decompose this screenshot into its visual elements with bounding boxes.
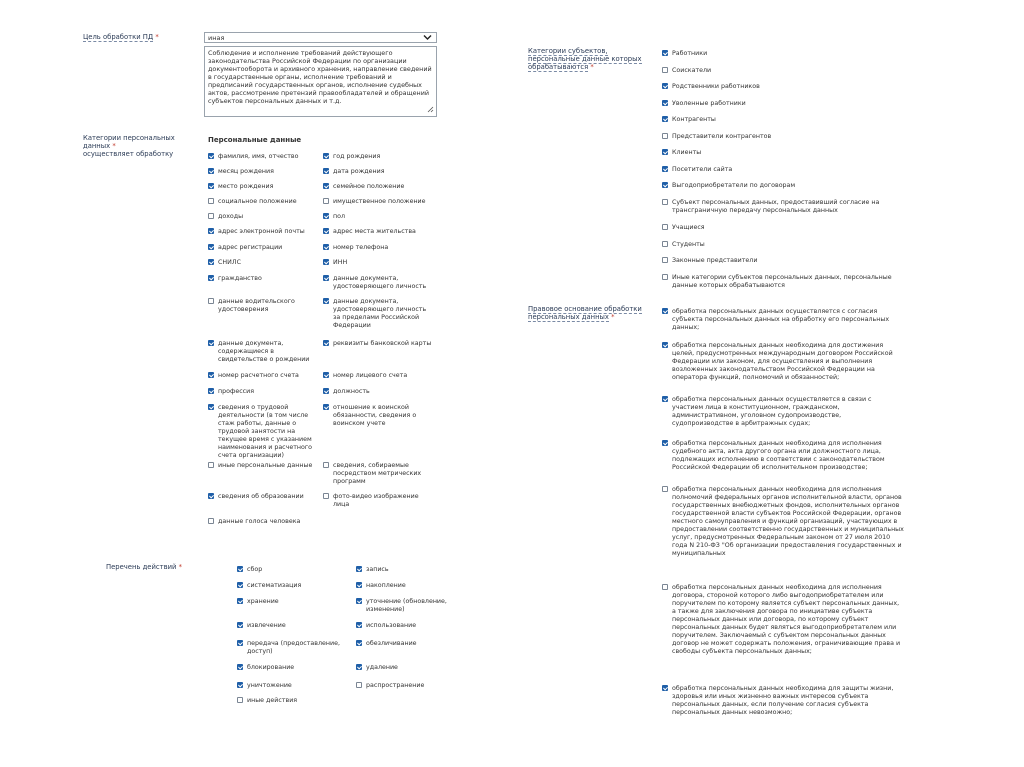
checkbox-label: гражданство: [218, 275, 262, 282]
pd-checkbox[interactable]: [208, 168, 320, 176]
subject-checkbox[interactable]: [662, 133, 902, 141]
action-checkbox[interactable]: [356, 622, 466, 630]
checkbox-label: Работники: [672, 50, 708, 57]
legal-basis-checkbox[interactable]: [662, 685, 904, 717]
checkbox-checked-icon[interactable]: [662, 685, 668, 691]
chevron-down-icon: [423, 34, 432, 45]
checkbox-label: Контрагенты: [672, 116, 716, 123]
checkbox-checked-icon[interactable]: [323, 388, 329, 394]
checkbox-label: данные водительского удостоверения: [218, 298, 295, 313]
checkbox-label: данные документа, удостоверяющего личность: [333, 275, 427, 290]
checkbox-label: фамилия, имя, отчество: [218, 153, 299, 160]
pd-checkbox[interactable]: [323, 228, 435, 236]
checkbox-label: данные документа, содержащиеся в свидетельстве о рождении: [218, 340, 310, 363]
checkbox-label: иные действия: [247, 697, 298, 704]
resize-handle-icon[interactable]: [427, 106, 434, 115]
subject-checkbox[interactable]: [662, 83, 902, 91]
checkbox-label: обработка персональных данных необходима для исполнения договора, стороной которого либо выгодоприобретателем или поручителем по которому является субъект персональных данных, а также для заключения договора по инициативе субъекта персональных данных или договора, по которому субъект персональных данных будет являться выгодоприобретателем или поручителем. Заключаемый с субъектом персональных данных договор не может содержать положения, ограничивающие права и свободы субъекта персональных данных;: [672, 584, 901, 655]
checkbox-unchecked-icon[interactable]: [662, 67, 668, 73]
purpose-label-text: Цель обработки ПД: [83, 33, 154, 41]
subject-checkbox[interactable]: [662, 182, 902, 190]
pd-checkbox[interactable]: [208, 183, 320, 191]
checkbox-checked-icon[interactable]: [356, 566, 362, 572]
checkbox-checked-icon[interactable]: [323, 259, 329, 265]
checkbox-checked-icon[interactable]: [208, 244, 214, 250]
checkbox-checked-icon[interactable]: [662, 100, 668, 106]
pd-checkbox[interactable]: [208, 228, 320, 236]
checkbox-checked-icon[interactable]: [237, 582, 243, 588]
checkbox-checked-icon[interactable]: [323, 372, 329, 378]
checkbox-checked-icon[interactable]: [662, 440, 668, 446]
pd-checkbox[interactable]: [208, 388, 320, 396]
checkbox-label: Клиенты: [672, 149, 702, 156]
checkbox-label: Представители контрагентов: [672, 133, 772, 140]
checkbox-checked-icon[interactable]: [323, 228, 329, 234]
checkbox-label: Соискатели: [672, 67, 712, 74]
pd-checkbox[interactable]: [323, 198, 435, 206]
checkbox-unchecked-icon[interactable]: [662, 274, 668, 280]
checkbox-checked-icon[interactable]: [662, 50, 668, 56]
action-checkbox[interactable]: [237, 697, 347, 705]
checkbox-checked-icon[interactable]: [237, 664, 243, 670]
checkbox-label: должность: [333, 388, 370, 395]
checkbox-label: сведения об образовании: [218, 493, 304, 500]
checkbox-checked-icon[interactable]: [323, 213, 329, 219]
pd-checkbox[interactable]: [323, 213, 435, 221]
required-mark: *: [590, 63, 594, 71]
checkbox-label: год рождения: [333, 153, 381, 160]
checkbox-label: номер расчетного счета: [218, 372, 299, 379]
subject-checkbox[interactable]: [662, 199, 902, 215]
checkbox-checked-icon[interactable]: [323, 275, 329, 281]
checkbox-label: фото-видео изображение лица: [333, 493, 419, 508]
pd-checkbox[interactable]: [208, 404, 320, 460]
legal-basis-checkbox[interactable]: [662, 584, 904, 656]
checkbox-checked-icon[interactable]: [208, 372, 214, 378]
checkbox-label: Субъект персональных данных, предоставивший согласие на трансграничную передачу персональных данных: [672, 199, 880, 214]
checkbox-label: дата рождения: [333, 168, 385, 175]
checkbox-unchecked-icon[interactable]: [662, 224, 668, 230]
checkbox-checked-icon[interactable]: [356, 598, 362, 604]
checkbox-checked-icon[interactable]: [662, 182, 668, 188]
pd-checkbox[interactable]: [323, 298, 435, 330]
checkbox-label: распространение: [366, 682, 425, 689]
pd-checkbox[interactable]: [208, 372, 320, 380]
purpose-label: [83, 33, 159, 41]
checkbox-unchecked-icon[interactable]: [662, 133, 668, 139]
checkbox-unchecked-icon[interactable]: [662, 199, 668, 205]
legal-label-text: Правовое основание обработки персональных данных: [528, 305, 642, 321]
pd-categories-label-text: Категории персональных данных: [83, 134, 175, 150]
checkbox-checked-icon[interactable]: [356, 622, 362, 628]
checkbox-checked-icon[interactable]: [323, 404, 329, 410]
checkbox-label: обработка персональных данных осуществляется с согласия субъекта персональных данных на обработку его персональных данных;: [672, 308, 890, 331]
checkbox-unchecked-icon[interactable]: [662, 241, 668, 247]
checkbox-label: Посетители сайта: [672, 166, 733, 173]
checkbox-label: передача (предоставление, доступ): [247, 640, 340, 655]
checkbox-label: Студенты: [672, 241, 705, 248]
pd-checkbox[interactable]: [323, 275, 435, 291]
pd-checkbox[interactable]: [208, 518, 320, 526]
pd-checkbox[interactable]: [208, 259, 320, 267]
checkbox-checked-icon[interactable]: [356, 640, 362, 646]
purpose-select-value: иная: [208, 34, 225, 42]
checkbox-checked-icon[interactable]: [208, 340, 214, 346]
checkbox-checked-icon[interactable]: [356, 664, 362, 670]
subject-checkbox[interactable]: [662, 149, 902, 157]
action-checkbox[interactable]: [356, 640, 466, 648]
pd-checkbox[interactable]: [208, 244, 320, 252]
checkbox-label: номер телефона: [333, 244, 389, 251]
legal-basis-checkbox[interactable]: [662, 308, 904, 332]
checkbox-label: обработка персональных данных осуществляется в связи с участием лица в конституционном, гражданском, административном, уголовном судопроизводстве, судопроизводстве в арбитражных судах;: [672, 396, 872, 427]
checkbox-checked-icon[interactable]: [208, 228, 214, 234]
checkbox-label: обработка персональных данных необходима для исполнения полномочий федеральных органов исполнительной власти, органов государственных внебюджетных фондов, исполнительных органов государственной власти субъектов Российской Федерации, органов местного самоуправления и функций организаций, участвующих в предоставлении соответственно государственных и муниципальных услуг, предусмотренных Федеральным законом от 27 июля 2010 года N 210-ФЗ "Об организации предоставления государственных и муниципальных: [672, 486, 904, 557]
actions-label-text: Перечень действий: [106, 563, 177, 571]
pd-checkbox[interactable]: [323, 259, 435, 267]
checkbox-unchecked-icon[interactable]: [208, 518, 214, 524]
required-mark: *: [178, 563, 183, 571]
subject-checkbox[interactable]: [662, 100, 902, 108]
actions-label: [106, 563, 182, 571]
checkbox-label: систематизация: [247, 582, 302, 589]
checkbox-checked-icon[interactable]: [662, 149, 668, 155]
checkbox-label: сведения, собираемые посредством метрических программ: [333, 462, 422, 485]
action-checkbox[interactable]: [237, 640, 347, 656]
checkbox-checked-icon[interactable]: [237, 622, 243, 628]
pd-checkbox[interactable]: [323, 244, 435, 252]
action-checkbox[interactable]: [237, 664, 347, 672]
subjects-label-text: Категории субъектов, персональные данные которых обрабатываются: [528, 47, 642, 71]
checkbox-checked-icon[interactable]: [208, 153, 214, 159]
checkbox-checked-icon[interactable]: [323, 183, 329, 189]
required-mark: *: [112, 142, 116, 150]
checkbox-label: обработка персональных данных необходима для защиты жизни, здоровья или иных жизненно важных интересов субъекта персональных данных, если получение согласия субъекта персональных данных невозможно;: [672, 685, 894, 716]
checkbox-label: уничтожение: [247, 682, 292, 689]
checkbox-label: сбор: [247, 566, 263, 573]
checkbox-label: Иные категории субъектов персональных данных, персональные данные которых обрабатываются: [672, 274, 892, 289]
checkbox-checked-icon[interactable]: [237, 598, 243, 604]
checkbox-checked-icon[interactable]: [208, 259, 214, 265]
pd-checkbox[interactable]: [208, 213, 320, 221]
subject-checkbox[interactable]: [662, 166, 902, 174]
subjects-label: [528, 47, 656, 71]
checkbox-label: данные голоса человека: [218, 518, 301, 525]
checkbox-checked-icon[interactable]: [323, 340, 329, 346]
subject-checkbox[interactable]: [662, 116, 902, 124]
checkbox-unchecked-icon[interactable]: [208, 462, 214, 468]
checkbox-unchecked-icon[interactable]: [662, 257, 668, 263]
action-checkbox[interactable]: [356, 682, 466, 690]
pd-checkbox[interactable]: [208, 493, 320, 501]
checkbox-checked-icon[interactable]: [356, 582, 362, 588]
legal-basis-checkbox[interactable]: [662, 396, 904, 428]
subject-checkbox[interactable]: [662, 50, 902, 58]
checkbox-label: социальное положение: [218, 198, 297, 205]
checkbox-label: запись: [366, 566, 389, 573]
checkbox-checked-icon[interactable]: [208, 388, 214, 394]
checkbox-unchecked-icon[interactable]: [323, 493, 329, 499]
checkbox-checked-icon[interactable]: [662, 83, 668, 89]
required-mark: *: [155, 33, 159, 41]
subject-checkbox[interactable]: [662, 67, 902, 75]
checkbox-checked-icon[interactable]: [323, 168, 329, 174]
checkbox-label: реквизиты банковской карты: [333, 340, 432, 347]
checkbox-label: Учащиеся: [672, 224, 705, 231]
checkbox-checked-icon[interactable]: [323, 298, 329, 304]
checkbox-unchecked-icon[interactable]: [323, 198, 329, 204]
checkbox-checked-icon[interactable]: [662, 116, 668, 122]
checkbox-label: Законные представители: [672, 257, 758, 264]
pd-checkbox[interactable]: [323, 153, 435, 161]
action-checkbox[interactable]: [237, 598, 347, 606]
checkbox-unchecked-icon[interactable]: [323, 462, 329, 468]
pd-checkbox[interactable]: [323, 168, 435, 176]
checkbox-checked-icon[interactable]: [208, 183, 214, 189]
checkbox-label: данные документа, удостоверяющего личность за пределами Российской Федерации: [333, 298, 427, 329]
pd-checkbox[interactable]: [323, 493, 435, 509]
checkbox-label: обработка персональных данных необходима для исполнения судебного акта, акта другого органа или должностного лица, подлежащих исполнению в соответствии с законодательством Российской Федерации об исполнительном производстве;: [672, 440, 885, 471]
checkbox-checked-icon[interactable]: [662, 166, 668, 172]
pd-checkbox[interactable]: [208, 153, 320, 161]
pd-checkbox[interactable]: [323, 462, 435, 486]
checkbox-checked-icon[interactable]: [662, 342, 668, 348]
checkbox-checked-icon[interactable]: [237, 682, 243, 688]
checkbox-unchecked-icon[interactable]: [237, 697, 243, 703]
legal-basis-checkbox[interactable]: [662, 342, 904, 382]
checkbox-label: адрес места жительства: [333, 228, 416, 235]
action-checkbox[interactable]: [356, 582, 466, 590]
checkbox-label: уточнение (обновление, изменение): [366, 598, 447, 613]
checkbox-checked-icon[interactable]: [237, 566, 243, 572]
checkbox-label: извлечение: [247, 622, 286, 629]
pd-checkbox[interactable]: [323, 183, 435, 191]
purpose-select[interactable]: [204, 32, 437, 43]
pd-checkbox[interactable]: [208, 275, 320, 283]
checkbox-label: накопление: [366, 582, 406, 589]
action-checkbox[interactable]: [356, 566, 466, 574]
checkbox-checked-icon[interactable]: [208, 493, 214, 499]
required-mark: *: [611, 313, 615, 321]
legal-basis-checkbox[interactable]: [662, 440, 904, 472]
pd-checkbox[interactable]: [208, 340, 320, 364]
subject-checkbox[interactable]: [662, 224, 902, 232]
checkbox-label: обезличивание: [366, 640, 417, 647]
checkbox-checked-icon[interactable]: [662, 308, 668, 314]
checkbox-label: Родственники работников: [672, 83, 760, 90]
legal-basis-checkbox[interactable]: [662, 486, 904, 558]
pd-header: Персональные данные: [208, 136, 302, 144]
checkbox-label: имущественное положение: [333, 198, 426, 205]
pd-categories-sublabel: осуществляет обработку: [83, 150, 174, 158]
action-checkbox[interactable]: [356, 664, 466, 672]
checkbox-checked-icon[interactable]: [237, 640, 243, 646]
pd-checkbox[interactable]: [208, 198, 320, 206]
checkbox-unchecked-icon[interactable]: [662, 584, 668, 590]
checkbox-label: обработка персональных данных необходима для достижения целей, предусмотренных международным договором Российской Федерации или законом, для осуществления и выполнения возложенных законодательством Российской Федерации на оператора функций, полномочий и обязанностей;: [672, 342, 893, 381]
checkbox-label: номер лицевого счета: [333, 372, 408, 379]
purpose-text: Соблюдение и исполнение требований действующего законодательства Российской Федерации по организации документооборота и архивного хранения, направление сведений в государственные органы, исполнение требований и предписаний государственных органов, исполнение судебных актов, рассмотрение претензий правообладателей и обращений субъектов персональных данных и т.д.: [208, 49, 432, 105]
subject-checkbox[interactable]: [662, 274, 902, 290]
pd-checkbox[interactable]: [208, 462, 320, 470]
checkbox-label: Выгодоприобретатели по договорам: [672, 182, 796, 189]
purpose-textarea[interactable]: [204, 46, 437, 117]
checkbox-label: блокирование: [247, 664, 295, 671]
checkbox-label: СНИЛС: [218, 259, 241, 266]
checkbox-unchecked-icon[interactable]: [356, 682, 362, 688]
subject-checkbox[interactable]: [662, 257, 902, 265]
checkbox-label: пол: [333, 213, 345, 220]
checkbox-label: хранение: [247, 598, 279, 605]
checkbox-checked-icon[interactable]: [323, 153, 329, 159]
checkbox-label: сведения о трудовой деятельности (в том числе стаж работы, данные о трудовой занятости на текущее время с указанием наименования и расчетного счета организации): [218, 404, 313, 459]
checkbox-label: иные персональные данные: [218, 462, 313, 469]
legal-label: [528, 305, 656, 321]
pd-checkbox[interactable]: [208, 298, 320, 314]
action-checkbox[interactable]: [237, 622, 347, 630]
checkbox-checked-icon[interactable]: [662, 396, 668, 402]
action-checkbox[interactable]: [356, 598, 466, 614]
pd-checkbox[interactable]: [323, 372, 435, 380]
checkbox-checked-icon[interactable]: [323, 244, 329, 250]
checkbox-unchecked-icon[interactable]: [208, 213, 214, 219]
checkbox-unchecked-icon[interactable]: [208, 198, 214, 204]
checkbox-unchecked-icon[interactable]: [662, 486, 668, 492]
pd-checkbox[interactable]: [323, 404, 435, 428]
checkbox-label: отношение к воинской обязанности, сведения о воинском учете: [333, 404, 417, 427]
pd-checkbox[interactable]: [323, 340, 435, 348]
subject-checkbox[interactable]: [662, 241, 902, 249]
checkbox-label: адрес электронной почты: [218, 228, 305, 235]
checkbox-label: семейное положение: [333, 183, 405, 190]
action-checkbox[interactable]: [237, 682, 347, 690]
checkbox-label: использование: [366, 622, 417, 629]
checkbox-label: Уволенные работники: [672, 100, 746, 107]
checkbox-checked-icon[interactable]: [208, 404, 214, 410]
checkbox-label: адрес регистрации: [218, 244, 283, 251]
action-checkbox[interactable]: [237, 566, 347, 574]
checkbox-label: ИНН: [333, 259, 348, 266]
action-checkbox[interactable]: [237, 582, 347, 590]
checkbox-label: профессия: [218, 388, 255, 395]
checkbox-label: месяц рождения: [218, 168, 274, 175]
pd-categories-label: [83, 134, 203, 158]
checkbox-label: место рождения: [218, 183, 274, 190]
checkbox-label: удаление: [366, 664, 398, 671]
checkbox-checked-icon[interactable]: [208, 168, 214, 174]
pd-checkbox[interactable]: [323, 388, 435, 396]
checkbox-unchecked-icon[interactable]: [208, 298, 214, 304]
checkbox-label: доходы: [218, 213, 244, 220]
checkbox-checked-icon[interactable]: [208, 275, 214, 281]
